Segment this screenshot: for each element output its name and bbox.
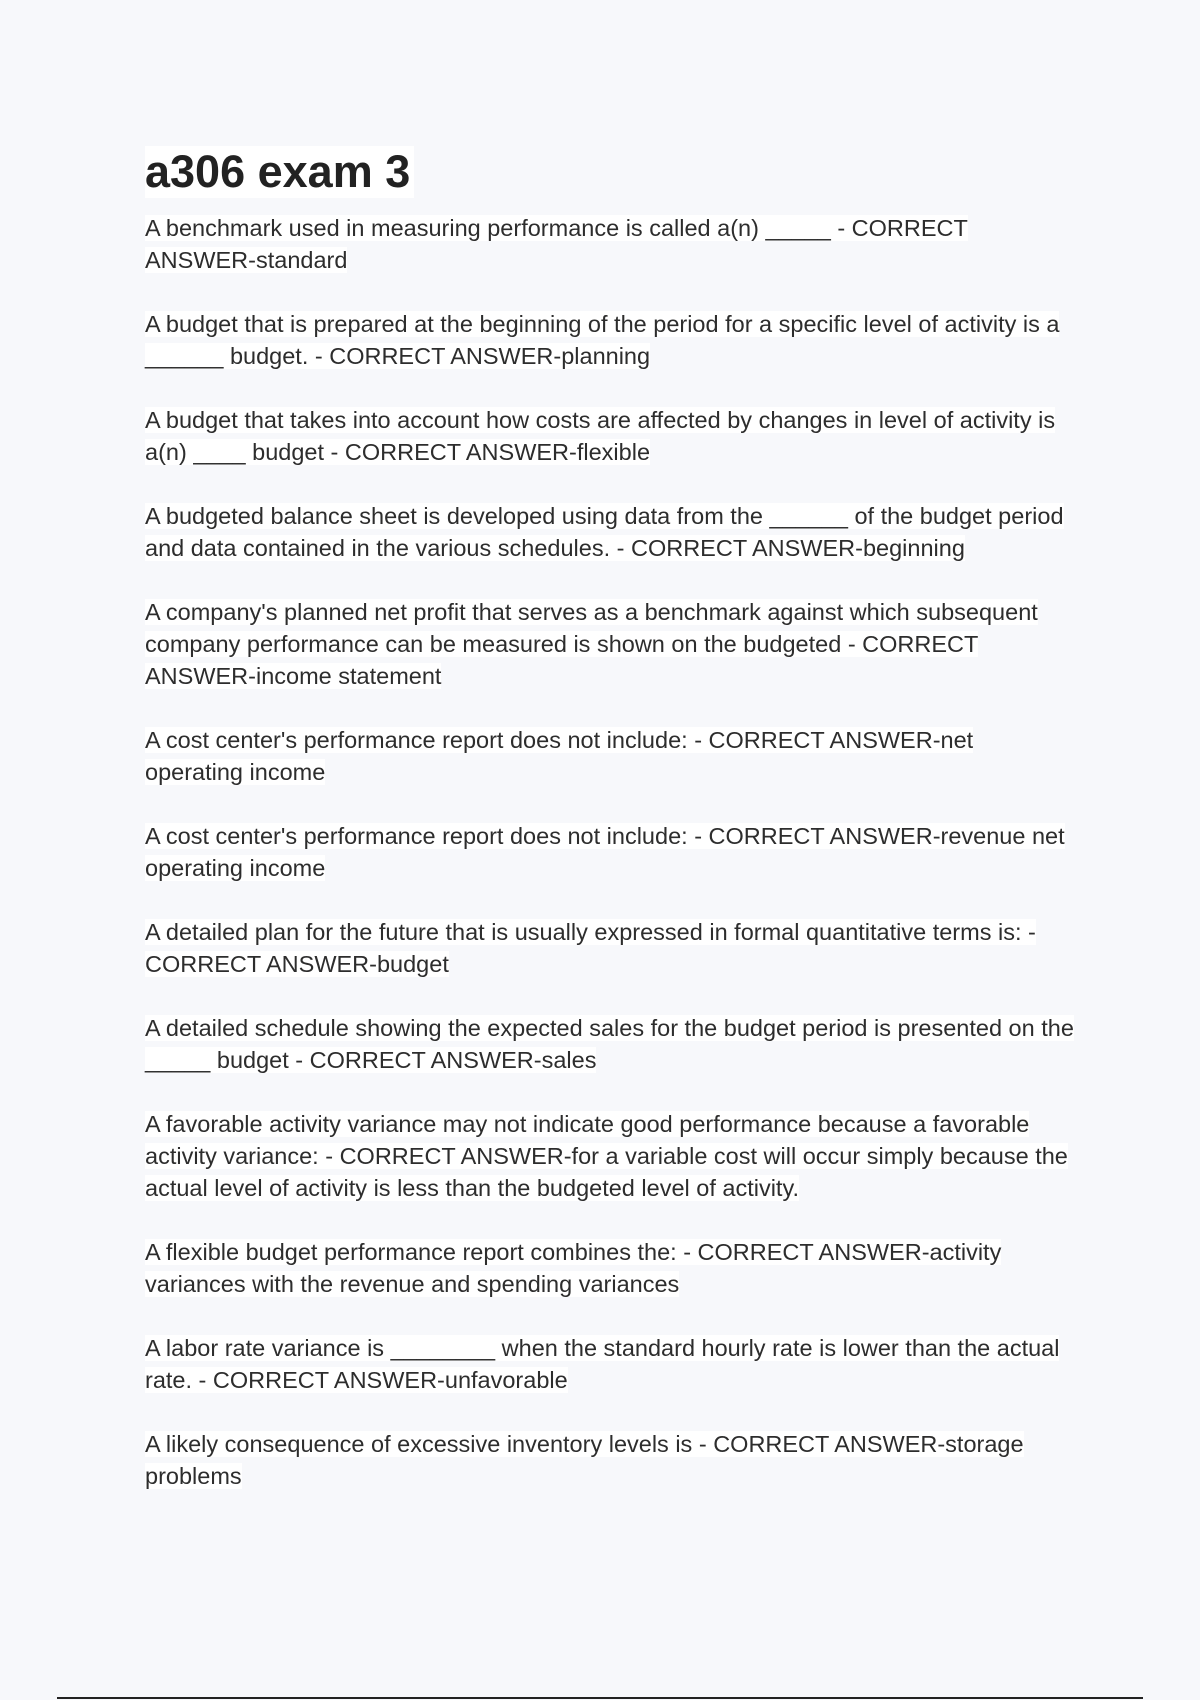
document-content: [145, 146, 1075, 1524]
qa-entry-text: A detailed plan for the future that is usually expressed in formal quantitative terms is: - CORRECT ANSWER-budget: [145, 919, 1036, 977]
qa-entry: [145, 916, 1075, 980]
qa-entry-text: A cost center's performance report does not include: - CORRECT ANSWER-net operating income: [145, 727, 974, 785]
qa-entry: [145, 1332, 1075, 1396]
qa-entry-text: A company's planned net profit that serves as a benchmark against which subsequent company performance can be measured is shown on the budgeted - CORRECT ANSWER-income statement: [145, 599, 1038, 689]
qa-entry: [145, 308, 1075, 372]
qa-entry: [145, 596, 1075, 692]
qa-entry: [145, 212, 1075, 276]
qa-entry: [145, 1236, 1075, 1300]
qa-entry-text: A benchmark used in measuring performance is called a(n) _____ - CORRECT ANSWER-standard: [145, 215, 968, 273]
qa-entry-text: A favorable activity variance may not indicate good performance because a favorable activity variance: - CORRECT ANSWER-for a variable cost will occur simply because the actual level of activity is less than the budgeted level of activity.: [145, 1111, 1068, 1201]
qa-entry: [145, 820, 1075, 884]
page-title: a306 exam 3: [145, 146, 414, 198]
qa-entry-text: A labor rate variance is ________ when the standard hourly rate is lower than the actual rate. - CORRECT ANSWER-unfavorable: [145, 1335, 1060, 1393]
qa-entry-text: A detailed schedule showing the expected sales for the budget period is presented on the _____ budget - CORRECT ANSWER-sales: [145, 1015, 1074, 1073]
qa-entry-text: A budgeted balance sheet is developed using data from the ______ of the budget period and data contained in the various schedules. - CORRECT ANSWER-beginning: [145, 503, 1064, 561]
qa-entry: [145, 1012, 1075, 1076]
qa-entry-text: A budget that takes into account how costs are affected by changes in level of activity is a(n) ____ budget - CORRECT ANSWER-flexible: [145, 407, 1056, 465]
qa-entry: [145, 1428, 1075, 1492]
page-bottom-rule: [57, 1697, 1143, 1699]
qa-entry: [145, 404, 1075, 468]
qa-entry-text: A budget that is prepared at the beginning of the period for a specific level of activity is a ______ budget. - CORRECT ANSWER-planning: [145, 311, 1060, 369]
qa-entry-text: A flexible budget performance report combines the: - CORRECT ANSWER-activity variances with the revenue and spending variances: [145, 1239, 1002, 1297]
qa-entry: [145, 1108, 1075, 1204]
qa-entry: [145, 724, 1075, 788]
qa-entry-text: A cost center's performance report does not include: - CORRECT ANSWER-revenue net operating income: [145, 823, 1065, 881]
qa-entry-text: A likely consequence of excessive inventory levels is - CORRECT ANSWER-storage problems: [145, 1431, 1024, 1489]
qa-entry: [145, 500, 1075, 564]
